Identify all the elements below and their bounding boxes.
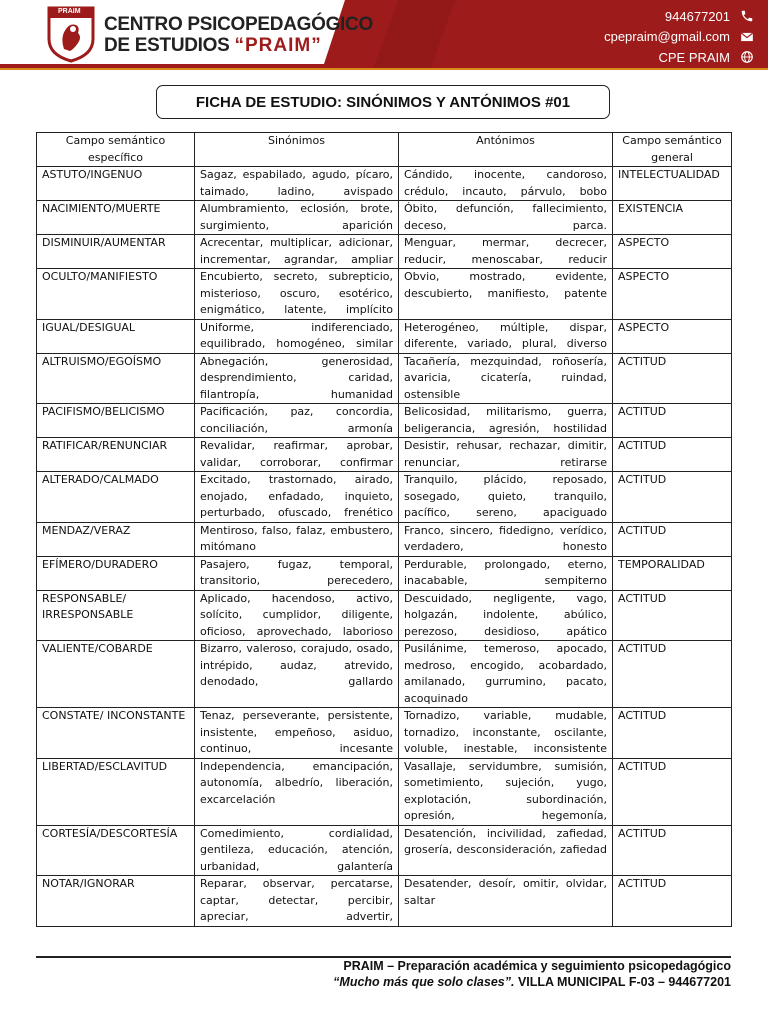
antonimos-cell: Perdurable, prolongado, eterno, inacabable, sempiterno <box>399 556 613 590</box>
sinonimos-cell: Reparar, observar, percatarse, captar, detectar, percibir, apreciar, advertir, <box>195 876 399 927</box>
campo-general-cell: ACTITUD <box>613 708 732 759</box>
campo-general-cell: ACTITUD <box>613 876 732 927</box>
antonimos-cell: Desistir, rehusar, rechazar, dimitir, renunciar, retirarse <box>399 438 613 472</box>
contact-phone <box>604 6 754 27</box>
antonimos-cell: Tranquilo, plácido, reposado, sosegado, quieto, tranquilo, pacífico, sereno, apaciguado <box>399 472 613 523</box>
campo-especifico-cell: DISMINUIR/AUMENTAR <box>37 235 195 269</box>
campo-especifico-cell: LIBERTAD/ESCLAVITUD <box>37 758 195 825</box>
footer-line-2 <box>333 974 731 990</box>
campo-especifico-cell: EFÍMERO/DURADERO <box>37 556 195 590</box>
campo-especifico-cell: IGUAL/DESIGUAL <box>37 319 195 353</box>
document-title: FICHA DE ESTUDIO: SINÓNIMOS Y ANTÓNIMOS #01 <box>195 93 571 111</box>
antonimos-cell: Heterogéneo, múltiple, dispar, diferente, variado, plural, diverso <box>399 319 613 353</box>
brand-line-1: CENTRO PSICOPEDAGÓGICO <box>104 14 373 35</box>
campo-general-cell: ACTITUD <box>613 641 732 708</box>
table-row <box>37 353 732 404</box>
phone-number[interactable]: 944677201 <box>664 8 730 24</box>
footer <box>333 958 731 990</box>
sinonimos-cell: Comedimiento, cordialidad, gentileza, educación, atención, urbanidad, galantería <box>195 825 399 876</box>
table-row <box>37 590 732 641</box>
campo-especifico-cell: ALTERADO/CALMADO <box>37 472 195 523</box>
sinonimos-cell: Aplicado, hacendoso, activo, solícito, cumplidor, diligente, oficioso, aprovechado, laborioso <box>195 590 399 641</box>
sinonimos-cell: Pacificación, paz, concordia, conciliación, armonía <box>195 404 399 438</box>
sinonimos-cell: Acrecentar, multiplicar, adicionar, incrementar, agrandar, ampliar <box>195 235 399 269</box>
contact-email <box>604 27 754 48</box>
footer-slogan: “Mucho más que solo clases”. <box>333 975 515 989</box>
sinonimos-cell: Independencia, emancipación, autonomía, albedrío, liberación, excarcelación <box>195 758 399 825</box>
table-row <box>37 319 732 353</box>
campo-general-cell: ASPECTO <box>613 319 732 353</box>
antonimos-cell: Vasallaje, servidumbre, sumisión, sometimiento, sujeción, yugo, explotación, subordinación, opresión, hegemonía, <box>399 758 613 825</box>
header-antonimos: Antónimos <box>399 133 613 167</box>
campo-general-cell: INTELECTUALIDAD <box>613 167 732 201</box>
contact-info <box>604 6 754 68</box>
brand-name <box>104 14 373 56</box>
header-campo-especifico: Campo semántico específico <box>37 133 195 167</box>
campo-especifico-cell: VALIENTE/COBARDE <box>37 641 195 708</box>
sinonimos-cell: Tenaz, perseverante, persistente, insistente, empeñoso, asiduo, continuo, incesante <box>195 708 399 759</box>
logo-text: PRAIM <box>58 8 81 15</box>
table-row <box>37 235 732 269</box>
sinonimos-cell: Bizarro, valeroso, corajudo, osado, intrépido, audaz, atrevido, denodado, gallardo <box>195 641 399 708</box>
phone-icon <box>740 9 754 23</box>
footer-line-1: PRAIM – Preparación académica y seguimiento psicopedagógico <box>343 959 731 973</box>
table-row <box>37 876 732 927</box>
header-campo-general: Campo semántico general <box>613 133 732 167</box>
antonimos-cell: Descuidado, negligente, vago, holgazán, indolente, abúlico, perezoso, desidioso, apático <box>399 590 613 641</box>
header <box>0 0 768 70</box>
antonimos-cell: Pusilánime, temeroso, apocado, medroso, encogido, acobardado, amilanado, gurrumino, pacato, acoquinado <box>399 641 613 708</box>
campo-general-cell: TEMPORALIDAD <box>613 556 732 590</box>
campo-especifico-cell: ALTRUISMO/EGOÍSMO <box>37 353 195 404</box>
table-header-row <box>37 133 732 167</box>
table-row <box>37 472 732 523</box>
campo-especifico-cell: ASTUTO/INGENUO <box>37 167 195 201</box>
contact-web <box>604 47 754 68</box>
campo-general-cell: ASPECTO <box>613 269 732 320</box>
campo-general-cell: ASPECTO <box>613 235 732 269</box>
study-table <box>36 132 732 927</box>
antonimos-cell: Desatención, incivilidad, zafiedad, grosería, desconsideración, zafiedad <box>399 825 613 876</box>
table-row <box>37 201 732 235</box>
campo-general-cell: ACTITUD <box>613 522 732 556</box>
table-row <box>37 438 732 472</box>
table-body <box>37 167 732 927</box>
antonimos-cell: Obvio, mostrado, evidente, descubierto, manifiesto, patente <box>399 269 613 320</box>
campo-general-cell: EXISTENCIA <box>613 201 732 235</box>
campo-general-cell: ACTITUD <box>613 758 732 825</box>
sinonimos-cell: Uniforme, indiferenciado, equilibrado, homogéneo, similar <box>195 319 399 353</box>
campo-general-cell: ACTITUD <box>613 438 732 472</box>
brand-line-2-accent: “PRAIM” <box>234 35 322 56</box>
table-row <box>37 641 732 708</box>
brand-line-2 <box>104 35 373 56</box>
sinonimos-cell: Abnegación, generosidad, desprendimiento, caridad, filantropía, humanidad <box>195 353 399 404</box>
campo-general-cell: ACTITUD <box>613 353 732 404</box>
mail-icon <box>740 30 754 44</box>
campo-general-cell: ACTITUD <box>613 472 732 523</box>
campo-especifico-cell: RESPONSABLE/ IRRESPONSABLE <box>37 590 195 641</box>
table-row <box>37 269 732 320</box>
antonimos-cell: Tacañería, mezquindad, roñosería, avaricia, cicatería, ruindad, ostensible <box>399 353 613 404</box>
globe-icon <box>740 50 754 64</box>
sinonimos-cell: Alumbramiento, eclosión, brote, surgimiento, aparición <box>195 201 399 235</box>
campo-especifico-cell: CORTESÍA/DESCORTESÍA <box>37 825 195 876</box>
table-row <box>37 522 732 556</box>
antonimos-cell: Desatender, desoír, omitir, olvidar, saltar <box>399 876 613 927</box>
brand-line-2-prefix: DE ESTUDIOS <box>104 35 235 56</box>
campo-especifico-cell: CONSTATE/ INCONSTANTE <box>37 708 195 759</box>
antonimos-cell: Menguar, mermar, decrecer, reducir, menoscabar, reducir <box>399 235 613 269</box>
antonimos-cell: Belicosidad, militarismo, guerra, beligerancia, agresión, hostilidad <box>399 404 613 438</box>
table-row <box>37 708 732 759</box>
table-row <box>37 825 732 876</box>
antonimos-cell: Cándido, inocente, candoroso, crédulo, incauto, párvulo, bobo <box>399 167 613 201</box>
document-title-box <box>156 85 610 119</box>
table-row <box>37 167 732 201</box>
sinonimos-cell: Pasajero, fugaz, temporal, transitorio, perecedero, <box>195 556 399 590</box>
footer-address: VILLA MUNICIPAL F-03 – 944677201 <box>514 975 731 989</box>
table-header <box>37 133 732 167</box>
campo-especifico-cell: PACIFISMO/BELICISMO <box>37 404 195 438</box>
campo-especifico-cell: NOTAR/IGNORAR <box>37 876 195 927</box>
campo-especifico-cell: RATIFICAR/RENUNCIAR <box>37 438 195 472</box>
campo-general-cell: ACTITUD <box>613 825 732 876</box>
sinonimos-cell: Revalidar, reafirmar, aprobar, validar, corroborar, confirmar <box>195 438 399 472</box>
campo-especifico-cell: OCULTO/MANIFIESTO <box>37 269 195 320</box>
campo-general-cell: ACTITUD <box>613 404 732 438</box>
table-row <box>37 758 732 825</box>
sinonimos-cell: Excitado, trastornado, airado, enojado, enfadado, inquieto, perturbado, ofuscado, frenético <box>195 472 399 523</box>
antonimos-cell: Tornadizo, variable, mudable, tornadizo, inconstante, oscilante, voluble, inestable, inconsistente <box>399 708 613 759</box>
antonimos-cell: Óbito, defunción, fallecimiento, deceso, parca. <box>399 201 613 235</box>
campo-general-cell: ACTITUD <box>613 590 732 641</box>
table-row <box>37 404 732 438</box>
sinonimos-cell: Mentiroso, falso, falaz, embustero, mitómano <box>195 522 399 556</box>
sinonimos-cell: Encubierto, secreto, subrepticio, misterioso, oscuro, esotérico, enigmático, latente, implícito <box>195 269 399 320</box>
web-name[interactable]: CPE PRAIM <box>658 49 730 65</box>
antonimos-cell: Franco, sincero, fidedigno, verídico, verdadero, honesto <box>399 522 613 556</box>
email-address[interactable]: cpepraim@gmail.com <box>604 29 730 45</box>
sinonimos-cell: Sagaz, espabilado, agudo, pícaro, taimado, ladino, avispado <box>195 167 399 201</box>
campo-especifico-cell: MENDAZ/VERAZ <box>37 522 195 556</box>
table-row <box>37 556 732 590</box>
campo-especifico-cell: NACIMIENTO/MUERTE <box>37 201 195 235</box>
header-sinonimos: Sinónimos <box>195 133 399 167</box>
